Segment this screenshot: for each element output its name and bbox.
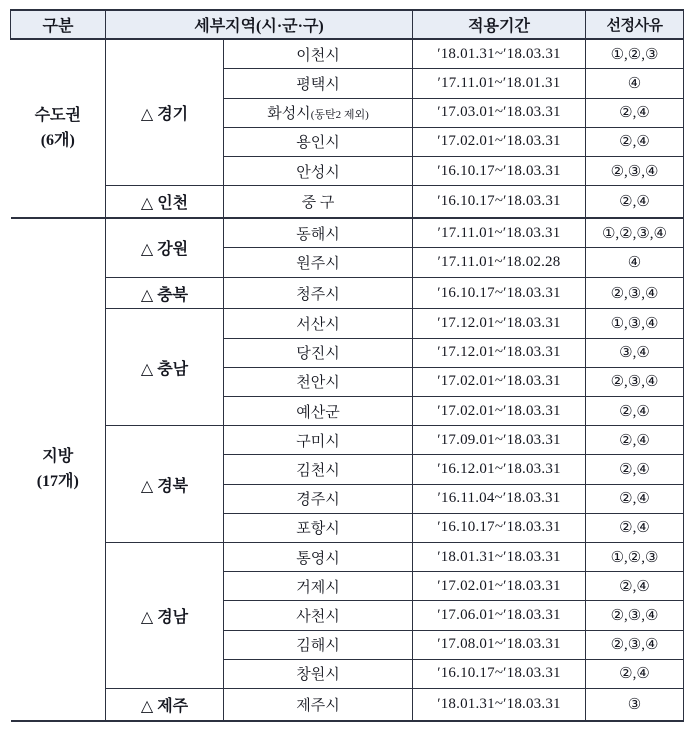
city-cell (224, 338, 413, 367)
city-cell (224, 513, 413, 542)
city-cell (224, 630, 413, 659)
table-row (11, 186, 684, 219)
city-name: 제주시 (296, 697, 340, 714)
city-name: 통영시 (296, 550, 340, 567)
city-cell (224, 248, 413, 277)
province-cell: △ 인천 (106, 186, 224, 219)
city-name: 안성시 (296, 164, 340, 181)
city-name: 서산시 (296, 317, 340, 334)
reason-cell: ①,②,③ (586, 542, 684, 571)
period-cell: ′16.10.17~′18.03.31 (413, 513, 586, 542)
reason-cell: ②,④ (586, 127, 684, 156)
reason-cell: ②,④ (586, 98, 684, 127)
city-name: 예산군 (296, 404, 340, 421)
city-cell (224, 601, 413, 630)
city-cell (224, 98, 413, 127)
city-name: 화성시 (267, 106, 311, 123)
reason-cell: ②,③,④ (586, 601, 684, 630)
group-name: 지방 (42, 447, 74, 465)
province-cell: △ 제주 (106, 688, 224, 721)
city-cell (224, 659, 413, 688)
city-name: 동해시 (296, 226, 340, 243)
period-cell: ′17.02.01~′18.03.31 (413, 127, 586, 156)
city-cell (224, 156, 413, 185)
category-group-cell (11, 218, 106, 721)
city-name: 사천시 (296, 608, 340, 625)
reason-cell: ②,④ (586, 513, 684, 542)
column-header-period: 적용기간 (413, 10, 586, 39)
period-cell: ′17.03.01~′18.03.31 (413, 98, 586, 127)
reason-cell: ②,④ (586, 572, 684, 601)
period-cell: ′17.11.01~′18.02.28 (413, 248, 586, 277)
reason-cell: ②,④ (586, 659, 684, 688)
city-cell (224, 39, 413, 69)
period-cell: ′17.06.01~′18.03.31 (413, 601, 586, 630)
city-name: 창원시 (296, 667, 340, 684)
group-count: (17개) (36, 472, 79, 490)
reason-cell: ②,③,④ (586, 156, 684, 185)
table-header (11, 10, 684, 39)
city-cell (224, 688, 413, 721)
reason-cell: ②,④ (586, 397, 684, 426)
reason-cell: ②,③,④ (586, 277, 684, 309)
reason-cell: ③ (586, 688, 684, 721)
table-row (11, 39, 684, 69)
period-cell: ′16.10.17~′18.03.31 (413, 659, 586, 688)
region-period-table (10, 9, 684, 722)
period-cell: ′16.12.01~′18.03.31 (413, 455, 586, 484)
city-cell (224, 127, 413, 156)
table-row (11, 218, 684, 248)
city-cell (224, 572, 413, 601)
city-name: 구미시 (296, 433, 340, 450)
column-header-reason: 선정사유 (586, 10, 684, 39)
city-name: 평택시 (296, 76, 340, 93)
table-row (11, 309, 684, 338)
period-cell: ′16.11.04~′18.03.31 (413, 484, 586, 513)
city-name: 이천시 (296, 47, 340, 64)
period-cell: ′16.10.17~′18.03.31 (413, 186, 586, 219)
reason-cell: ②,③,④ (586, 367, 684, 396)
reason-cell: ②,④ (586, 455, 684, 484)
city-name: 원주시 (296, 256, 340, 273)
table-row (11, 277, 684, 309)
province-cell: △ 경기 (106, 39, 224, 186)
city-name: 거제시 (296, 579, 340, 596)
reason-cell: ③,④ (586, 338, 684, 367)
column-header-category: 구분 (11, 10, 106, 39)
city-cell (224, 367, 413, 396)
city-name: 포항시 (296, 521, 340, 538)
table-body (11, 39, 684, 721)
city-name: 김천시 (296, 463, 340, 479)
group-name: 수도권 (34, 106, 81, 124)
reason-cell: ①,②,③,④ (586, 218, 684, 248)
period-cell: ′17.08.01~′18.03.31 (413, 630, 586, 659)
period-cell: ′17.12.01~′18.03.31 (413, 338, 586, 367)
city-name: 용인시 (296, 135, 340, 152)
province-cell: △ 경남 (106, 542, 224, 688)
period-cell: ′17.12.01~′18.03.31 (413, 309, 586, 338)
period-cell: ′16.10.17~′18.03.31 (413, 277, 586, 309)
city-cell (224, 397, 413, 426)
city-cell (224, 426, 413, 455)
reason-cell: ②,③,④ (586, 630, 684, 659)
table-row (11, 426, 684, 455)
city-cell (224, 309, 413, 338)
city-name: 당진시 (296, 346, 340, 363)
city-name: 중 구 (301, 195, 335, 212)
city-name: 경주시 (296, 492, 340, 509)
reason-cell: ②,④ (586, 484, 684, 513)
category-group-cell (11, 39, 106, 218)
period-cell: ′18.01.31~′18.03.31 (413, 688, 586, 721)
table-row (11, 542, 684, 571)
reason-cell: ④ (586, 69, 684, 98)
city-cell (224, 69, 413, 98)
province-cell: △ 경북 (106, 426, 224, 543)
city-name: 청주시 (296, 286, 340, 303)
header-row (11, 10, 684, 39)
city-cell (224, 484, 413, 513)
period-cell: ′17.02.01~′18.03.31 (413, 397, 586, 426)
period-cell: ′18.01.31~′18.03.31 (413, 542, 586, 571)
city-name: 천안시 (296, 375, 340, 392)
reason-cell: ①,②,③ (586, 39, 684, 69)
table-row (11, 688, 684, 721)
reason-cell: ④ (586, 248, 684, 277)
reason-cell: ①,③,④ (586, 309, 684, 338)
province-cell: △ 충북 (106, 277, 224, 309)
province-cell: △ 강원 (106, 218, 224, 277)
city-cell (224, 218, 413, 248)
city-cell (224, 277, 413, 309)
city-name: 김해시 (296, 638, 340, 655)
reason-cell: ②,④ (586, 186, 684, 219)
group-count: (6개) (40, 131, 75, 149)
period-cell: ′17.09.01~′18.03.31 (413, 426, 586, 455)
period-cell: ′17.02.01~′18.03.31 (413, 367, 586, 396)
province-cell: △ 충남 (106, 309, 224, 426)
city-cell (224, 186, 413, 219)
reason-cell: ②,④ (586, 426, 684, 455)
period-cell: ′18.01.31~′18.03.31 (413, 39, 586, 69)
period-cell: ′16.10.17~′18.03.31 (413, 156, 586, 185)
column-header-region: 세부지역(시·군·구) (106, 10, 413, 39)
period-cell: ′17.11.01~′18.03.31 (413, 218, 586, 248)
city-note: (동탄2 제외) (310, 109, 369, 122)
city-cell (224, 542, 413, 571)
period-cell: ′17.11.01~′18.01.31 (413, 69, 586, 98)
city-cell (224, 455, 413, 484)
period-cell: ′17.02.01~′18.03.31 (413, 572, 586, 601)
